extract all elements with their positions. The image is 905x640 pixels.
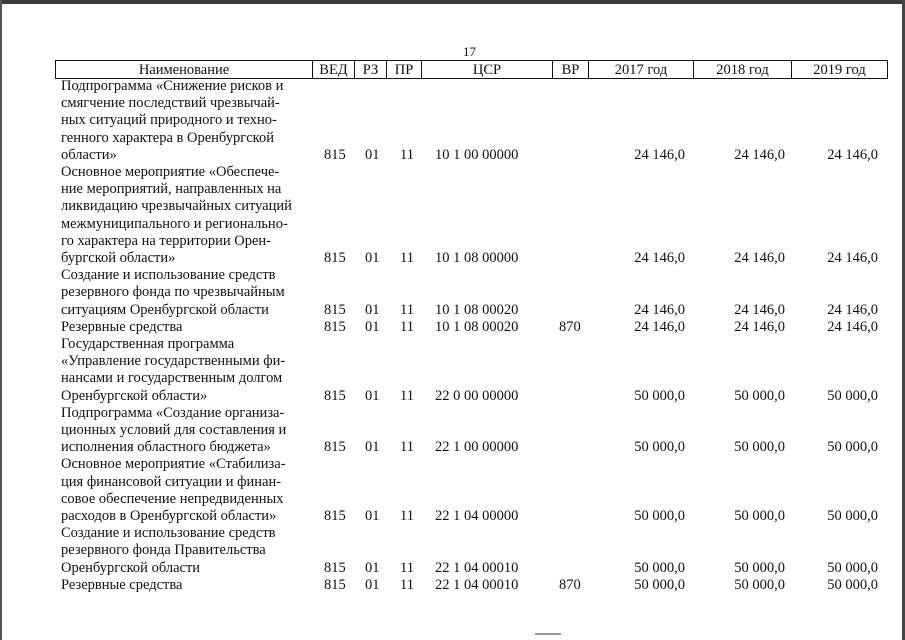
cell-y2018: 24 146,0 — [734, 146, 785, 163]
cell-y2018: 24 146,0 — [734, 250, 785, 266]
cell-y2019: 50 000,0 — [827, 559, 878, 576]
cell-y2019: 50 000,0 — [827, 439, 878, 456]
cell-y2017: 24 146,0 — [634, 301, 685, 318]
cell-rz: 01 — [365, 250, 380, 266]
row-name-line: ных ситуаций природного и техно- — [61, 112, 277, 129]
cell-y2018: 50 000,0 — [734, 576, 785, 593]
row-name-line: ция финансовой ситуации и финан- — [61, 473, 282, 490]
cell-ved: 815 — [324, 507, 346, 524]
row-name — [61, 456, 311, 525]
cell-csr: 10 1 00 00000 — [435, 146, 519, 163]
row-name-line: ликвидацию чрезвычайных ситуаций — [61, 198, 292, 215]
cell-y2019: 24 146,0 — [827, 301, 878, 318]
cell-ved: 815 — [324, 146, 346, 163]
row-name-line: нансами и государственным долгом — [61, 370, 283, 387]
cell-y2018: 50 000,0 — [734, 439, 785, 456]
table-header — [55, 60, 888, 79]
cell-csr: 10 1 08 00000 — [435, 250, 519, 266]
cell-rz: 01 — [365, 387, 380, 404]
row-name-line: Подпрограмма «Создание организа- — [61, 404, 285, 421]
cell-y2019: 50 000,0 — [827, 507, 878, 524]
row-name-line: резервного фонда по чрезвычайным — [61, 284, 285, 301]
cell-ved: 815 — [324, 559, 346, 576]
row-name-line: ситуациям Оренбургской области — [61, 301, 269, 318]
cell-ved: 815 — [324, 439, 346, 456]
row-name-line: Подпрограмма «Снижение рисков и — [61, 78, 284, 94]
cell-y2017: 50 000,0 — [634, 559, 685, 576]
cell-csr: 22 1 04 00010 — [435, 559, 519, 576]
cell-y2019: 24 146,0 — [827, 318, 878, 335]
cell-rz: 01 — [365, 439, 380, 456]
cell-y2017: 50 000,0 — [634, 576, 685, 593]
cell-y2018: 24 146,0 — [734, 318, 785, 335]
cell-rz: 01 — [365, 576, 380, 593]
row-name-line: генного характера в Оренбургской — [61, 129, 274, 146]
cell-csr: 22 0 00 00000 — [435, 387, 519, 404]
cell-pr: 11 — [400, 146, 414, 163]
cell-y2018: 50 000,0 — [734, 507, 785, 524]
row-name-line: бургской области» — [61, 250, 176, 267]
cell-y2018: 24 146,0 — [734, 301, 785, 318]
cell-rz: 01 — [365, 318, 380, 335]
row-name — [61, 319, 311, 336]
cell-csr: 10 1 08 00020 — [435, 318, 519, 335]
cell-pr: 11 — [400, 250, 414, 266]
header-pr: ПР — [387, 61, 422, 78]
header-vr: ВР — [553, 61, 589, 78]
row-name-line: Резервные средства — [61, 576, 183, 593]
cell-y2017: 50 000,0 — [634, 439, 685, 456]
cell-y2019: 50 000,0 — [827, 576, 878, 593]
cell-vr: 870 — [559, 318, 581, 335]
row-name — [61, 164, 311, 267]
cell-pr: 11 — [400, 507, 414, 524]
row-name — [61, 577, 311, 594]
row-name-line: Оренбургской области» — [61, 387, 208, 404]
header-rz: РЗ — [355, 61, 387, 78]
row-name-line: ние мероприятий, направленных на — [61, 181, 282, 198]
cell-y2017: 24 146,0 — [634, 318, 685, 335]
cell-y2017: 50 000,0 — [634, 507, 685, 524]
cell-rz: 01 — [365, 301, 380, 318]
cell-csr: 22 1 04 00010 — [435, 576, 519, 593]
cell-y2017: 24 146,0 — [634, 146, 685, 163]
cell-ved: 815 — [324, 301, 346, 318]
row-name — [61, 336, 311, 405]
scan-mark — [535, 633, 561, 635]
cell-pr: 11 — [400, 387, 414, 404]
cell-y2017: 24 146,0 — [634, 250, 685, 266]
cell-y2017: 50 000,0 — [634, 387, 685, 404]
row-name-line: области» — [61, 146, 117, 163]
cell-pr: 11 — [400, 576, 414, 593]
cell-pr: 11 — [400, 439, 414, 456]
cell-y2018: 50 000,0 — [734, 559, 785, 576]
row-name-line: резервного фонда Правительства — [61, 542, 266, 559]
row-name-line: Резервные средства — [61, 318, 183, 335]
cell-ved: 815 — [324, 318, 346, 335]
row-name-line: Государственная программа — [61, 336, 235, 352]
cell-pr: 11 — [400, 559, 414, 576]
cell-ved: 815 — [324, 250, 346, 266]
cell-rz: 01 — [365, 146, 380, 163]
row-name-line: го характера на территории Орен- — [61, 232, 271, 249]
scan-border-left — [0, 0, 2, 640]
row-name-line: Создание и использование средств — [61, 525, 276, 542]
row-name-line: Создание и использование средств — [61, 267, 276, 284]
cell-vr: 870 — [559, 576, 581, 593]
header-ved: ВЕД — [313, 61, 355, 78]
header-2018: 2018 год — [694, 61, 792, 78]
header-2017: 2017 год — [589, 61, 694, 78]
row-name-line: расходов в Оренбургской области» — [61, 508, 277, 524]
row-name-line: Основное мероприятие «Обеспече- — [61, 164, 280, 180]
cell-y2019: 24 146,0 — [827, 146, 878, 163]
cell-y2019: 24 146,0 — [827, 250, 878, 266]
cell-pr: 11 — [400, 301, 414, 318]
row-name-line: совое обеспечение непредвиденных — [61, 490, 284, 507]
row-name-line: исполнения областного бюджета» — [61, 439, 271, 456]
page-number: 17 — [463, 44, 476, 59]
row-name-line: смягчение последствий чрезвычай- — [61, 95, 280, 112]
row-name-line: межмуниципального и регионально- — [61, 215, 288, 232]
row-name-line: Основное мероприятие «Стабилиза- — [61, 456, 286, 473]
cell-ved: 815 — [324, 576, 346, 593]
cell-y2019: 50 000,0 — [827, 387, 878, 404]
scan-border-top — [0, 0, 905, 4]
row-name-line: Оренбургской области — [61, 559, 201, 576]
row-name — [61, 405, 311, 457]
row-name — [61, 78, 311, 164]
cell-ved: 815 — [324, 387, 346, 404]
cell-rz: 01 — [365, 559, 380, 576]
row-name — [61, 525, 311, 577]
row-name-line: ционных условий для составления и — [61, 422, 287, 438]
header-2019: 2019 год — [792, 61, 888, 78]
cell-csr: 22 1 04 00000 — [435, 507, 519, 524]
header-csr: ЦСР — [422, 61, 553, 78]
cell-csr: 22 1 00 00000 — [435, 439, 519, 456]
row-name-line: «Управление государственными фи- — [61, 353, 286, 370]
cell-rz: 01 — [365, 507, 380, 524]
cell-pr: 11 — [400, 318, 414, 335]
row-name — [61, 267, 311, 319]
header-name: Наименование — [56, 61, 313, 78]
cell-csr: 10 1 08 00020 — [435, 301, 519, 318]
cell-y2018: 50 000,0 — [734, 387, 785, 404]
